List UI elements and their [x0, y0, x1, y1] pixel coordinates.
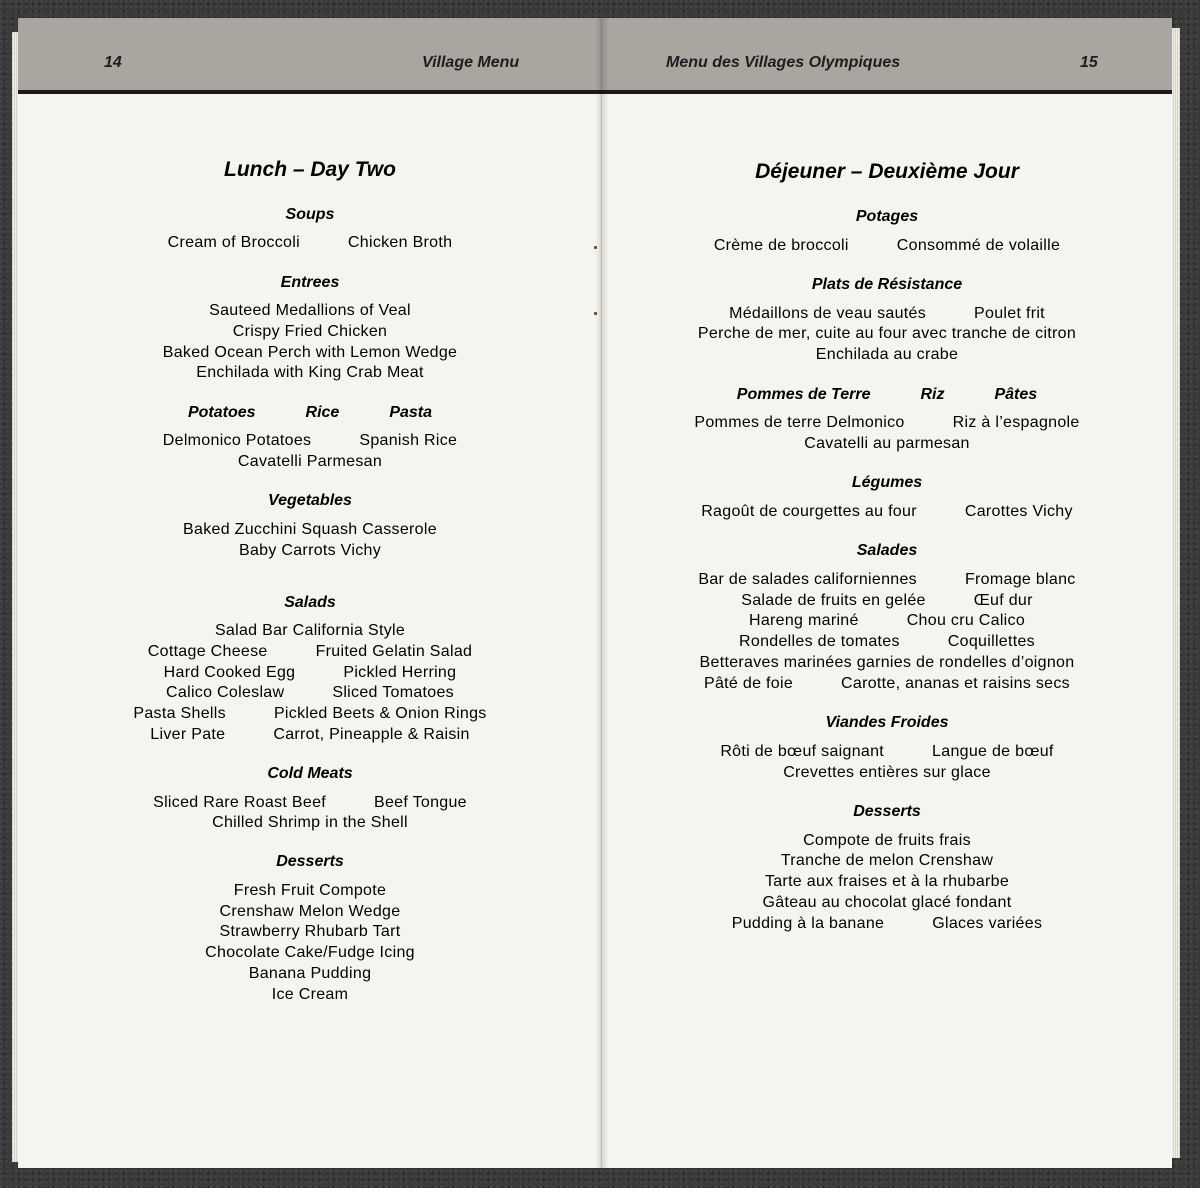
menu-item: Œuf dur — [973, 592, 1033, 609]
heading-pates: Pâtes — [994, 386, 1038, 403]
menu-item: Compote de fruits frais — [803, 832, 971, 849]
heading-riz: Riz — [920, 386, 945, 403]
menu-item: Langue de bœuf — [932, 743, 1054, 760]
section-heading-plats: Plats de Résistance — [811, 276, 963, 293]
section-heading-starches — [18, 404, 602, 422]
menu-item: Liver Pate — [150, 726, 226, 743]
menu-item: Sliced Tomatoes — [332, 684, 454, 701]
menu-item: Crenshaw Melon Wedge — [219, 903, 401, 920]
menu-item: Chou cru Calico — [906, 612, 1026, 629]
menu-item: Cottage Cheese — [147, 643, 268, 660]
menu-line — [18, 234, 602, 252]
menu-line — [602, 675, 1172, 693]
menu-item: Sauteed Medallions of Veal — [209, 302, 411, 319]
menu-item: Betteraves marinées garnies de rondelles d’oignon — [699, 654, 1075, 671]
menu-item: Fresh Fruit Compote — [233, 882, 387, 899]
menu-item: Chicken Broth — [347, 234, 453, 251]
menu-line — [18, 664, 602, 682]
section-heading-desserts: Desserts — [276, 853, 344, 870]
menu-item: Carrot, Pineapple & Raisin — [273, 726, 470, 743]
menu-item: Glaces variées — [932, 915, 1043, 932]
menu-item: Rôti de bœuf saignant — [720, 743, 885, 760]
menu-item: Coquillettes — [947, 633, 1035, 650]
menu-line — [18, 432, 602, 450]
page-number: 14 — [104, 54, 122, 71]
booklet-spine — [596, 18, 608, 1168]
menu-item: Pickled Beets & Onion Rings — [273, 705, 487, 722]
menu-item: Baked Ocean Perch with Lemon Wedge — [162, 344, 458, 361]
menu-item: Pasta Shells — [133, 705, 226, 722]
menu-item: Delmonico Potatoes — [162, 432, 312, 449]
menu-item: Ice Cream — [271, 986, 349, 1003]
open-booklet — [12, 14, 1184, 1174]
menu-item: Pâté de foie — [704, 675, 794, 692]
heading-potatoes: Potatoes — [187, 404, 256, 421]
menu-item: Poulet frit — [974, 305, 1045, 322]
menu-item: Pickled Herring — [343, 664, 457, 681]
menu-item: Pudding à la banane — [731, 915, 885, 932]
menu-item: Riz à l’espagnole — [952, 414, 1080, 431]
menu-item: Ragoût de courgettes au four — [701, 503, 917, 520]
menu-item: Gâteau au chocolat glacé fondant — [762, 894, 1012, 911]
menu-line — [18, 794, 602, 812]
menu-item: Enchilada with King Crab Meat — [196, 364, 424, 381]
menu-item: Cream of Broccoli — [167, 234, 300, 251]
menu-line — [602, 237, 1172, 255]
menu-line — [602, 612, 1172, 630]
menu-item: Consommé de volaille — [896, 237, 1061, 254]
menu-line — [602, 571, 1172, 589]
section-heading-legumes: Légumes — [851, 474, 923, 491]
menu-line — [18, 705, 602, 723]
section-heading-soups: Soups — [285, 206, 335, 223]
menu-item: Médaillons de veau sautés — [729, 305, 927, 322]
menu-item: Hareng mariné — [748, 612, 859, 629]
menu-item: Strawberry Rhubarb Tart — [219, 923, 401, 940]
section-heading-viandes: Viandes Froides — [825, 714, 949, 731]
menu-line — [602, 743, 1172, 761]
menu-item: Banana Pudding — [248, 965, 372, 982]
menu-item: Calico Coleslaw — [166, 684, 285, 701]
menu-line — [602, 305, 1172, 323]
running-header: Menu des Villages Olympiques — [666, 54, 901, 71]
menu-item: Cavatelli Parmesan — [237, 453, 383, 470]
right-header-band — [602, 18, 1172, 94]
section-heading-entrees: Entrees — [280, 274, 340, 291]
menu-item: Bar de salades californiennes — [698, 571, 917, 588]
menu-item: Salade de fruits en gelée — [741, 592, 926, 609]
menu-line — [602, 503, 1172, 521]
section-heading-salades: Salades — [856, 542, 918, 559]
menu-item: Baked Zucchini Squash Casserole — [183, 521, 437, 538]
menu-item: Pommes de terre Delmonico — [694, 414, 905, 431]
menu-line — [602, 915, 1172, 933]
section-heading-starches — [602, 386, 1172, 404]
menu-item: Crispy Fried Chicken — [232, 323, 388, 340]
menu-item: Enchilada au crabe — [815, 346, 959, 363]
menu-item: Rondelles de tomates — [739, 633, 900, 650]
menu-item: Hard Cooked Egg — [163, 664, 296, 681]
section-heading-vegetables: Vegetables — [268, 492, 352, 509]
staple-mark — [594, 312, 597, 315]
menu-item: Chilled Shrimp in the Shell — [212, 814, 408, 831]
heading-rice: Rice — [305, 404, 340, 421]
menu-item: Sliced Rare Roast Beef — [153, 794, 327, 811]
menu-item: Beef Tongue — [374, 794, 467, 811]
menu-line — [602, 414, 1172, 432]
right-page — [602, 18, 1172, 1168]
menu-item: Chocolate Cake/Fudge Icing — [205, 944, 415, 961]
section-heading-potages: Potages — [855, 208, 919, 225]
menu-item: Carottes Vichy — [964, 503, 1073, 520]
heading-pommes-de-terre: Pommes de Terre — [736, 386, 871, 403]
staple-mark — [594, 246, 597, 249]
menu-line — [18, 726, 602, 744]
menu-item: Fruited Gelatin Salad — [315, 643, 473, 660]
left-header-band — [18, 18, 602, 94]
menu-item: Tranche de melon Crenshaw — [780, 852, 994, 869]
menu-item: Salad Bar California Style — [214, 622, 406, 639]
page-number: 15 — [1080, 54, 1098, 71]
heading-pasta: Pasta — [389, 404, 433, 421]
section-heading-desserts: Desserts — [853, 803, 921, 820]
menu-item: Fromage blanc — [964, 571, 1076, 588]
menu-item: Baby Carrots Vichy — [238, 542, 382, 559]
menu-title: Déjeuner – Deuxième Jour — [755, 160, 1019, 183]
menu-item: Perche de mer, cuite au four avec tranche de citron — [697, 325, 1077, 342]
section-heading-cold-meats: Cold Meats — [267, 765, 353, 782]
menu-item: Spanish Rice — [359, 432, 458, 449]
menu-item: Carotte, ananas et raisins secs — [841, 675, 1070, 692]
menu-line — [602, 633, 1172, 651]
menu-item: Tarte aux fraises et à la rhubarbe — [764, 873, 1010, 890]
menu-line — [18, 684, 602, 702]
left-page — [18, 18, 602, 1168]
menu-item: Cavatelli au parmesan — [804, 435, 970, 452]
menu-line — [602, 592, 1172, 610]
menu-line — [18, 643, 602, 661]
running-header: Village Menu — [422, 54, 520, 71]
menu-item: Crème de broccoli — [713, 237, 849, 254]
section-heading-salads: Salads — [284, 594, 336, 611]
menu-title: Lunch – Day Two — [224, 158, 396, 181]
menu-item: Crevettes entières sur glace — [783, 764, 991, 781]
